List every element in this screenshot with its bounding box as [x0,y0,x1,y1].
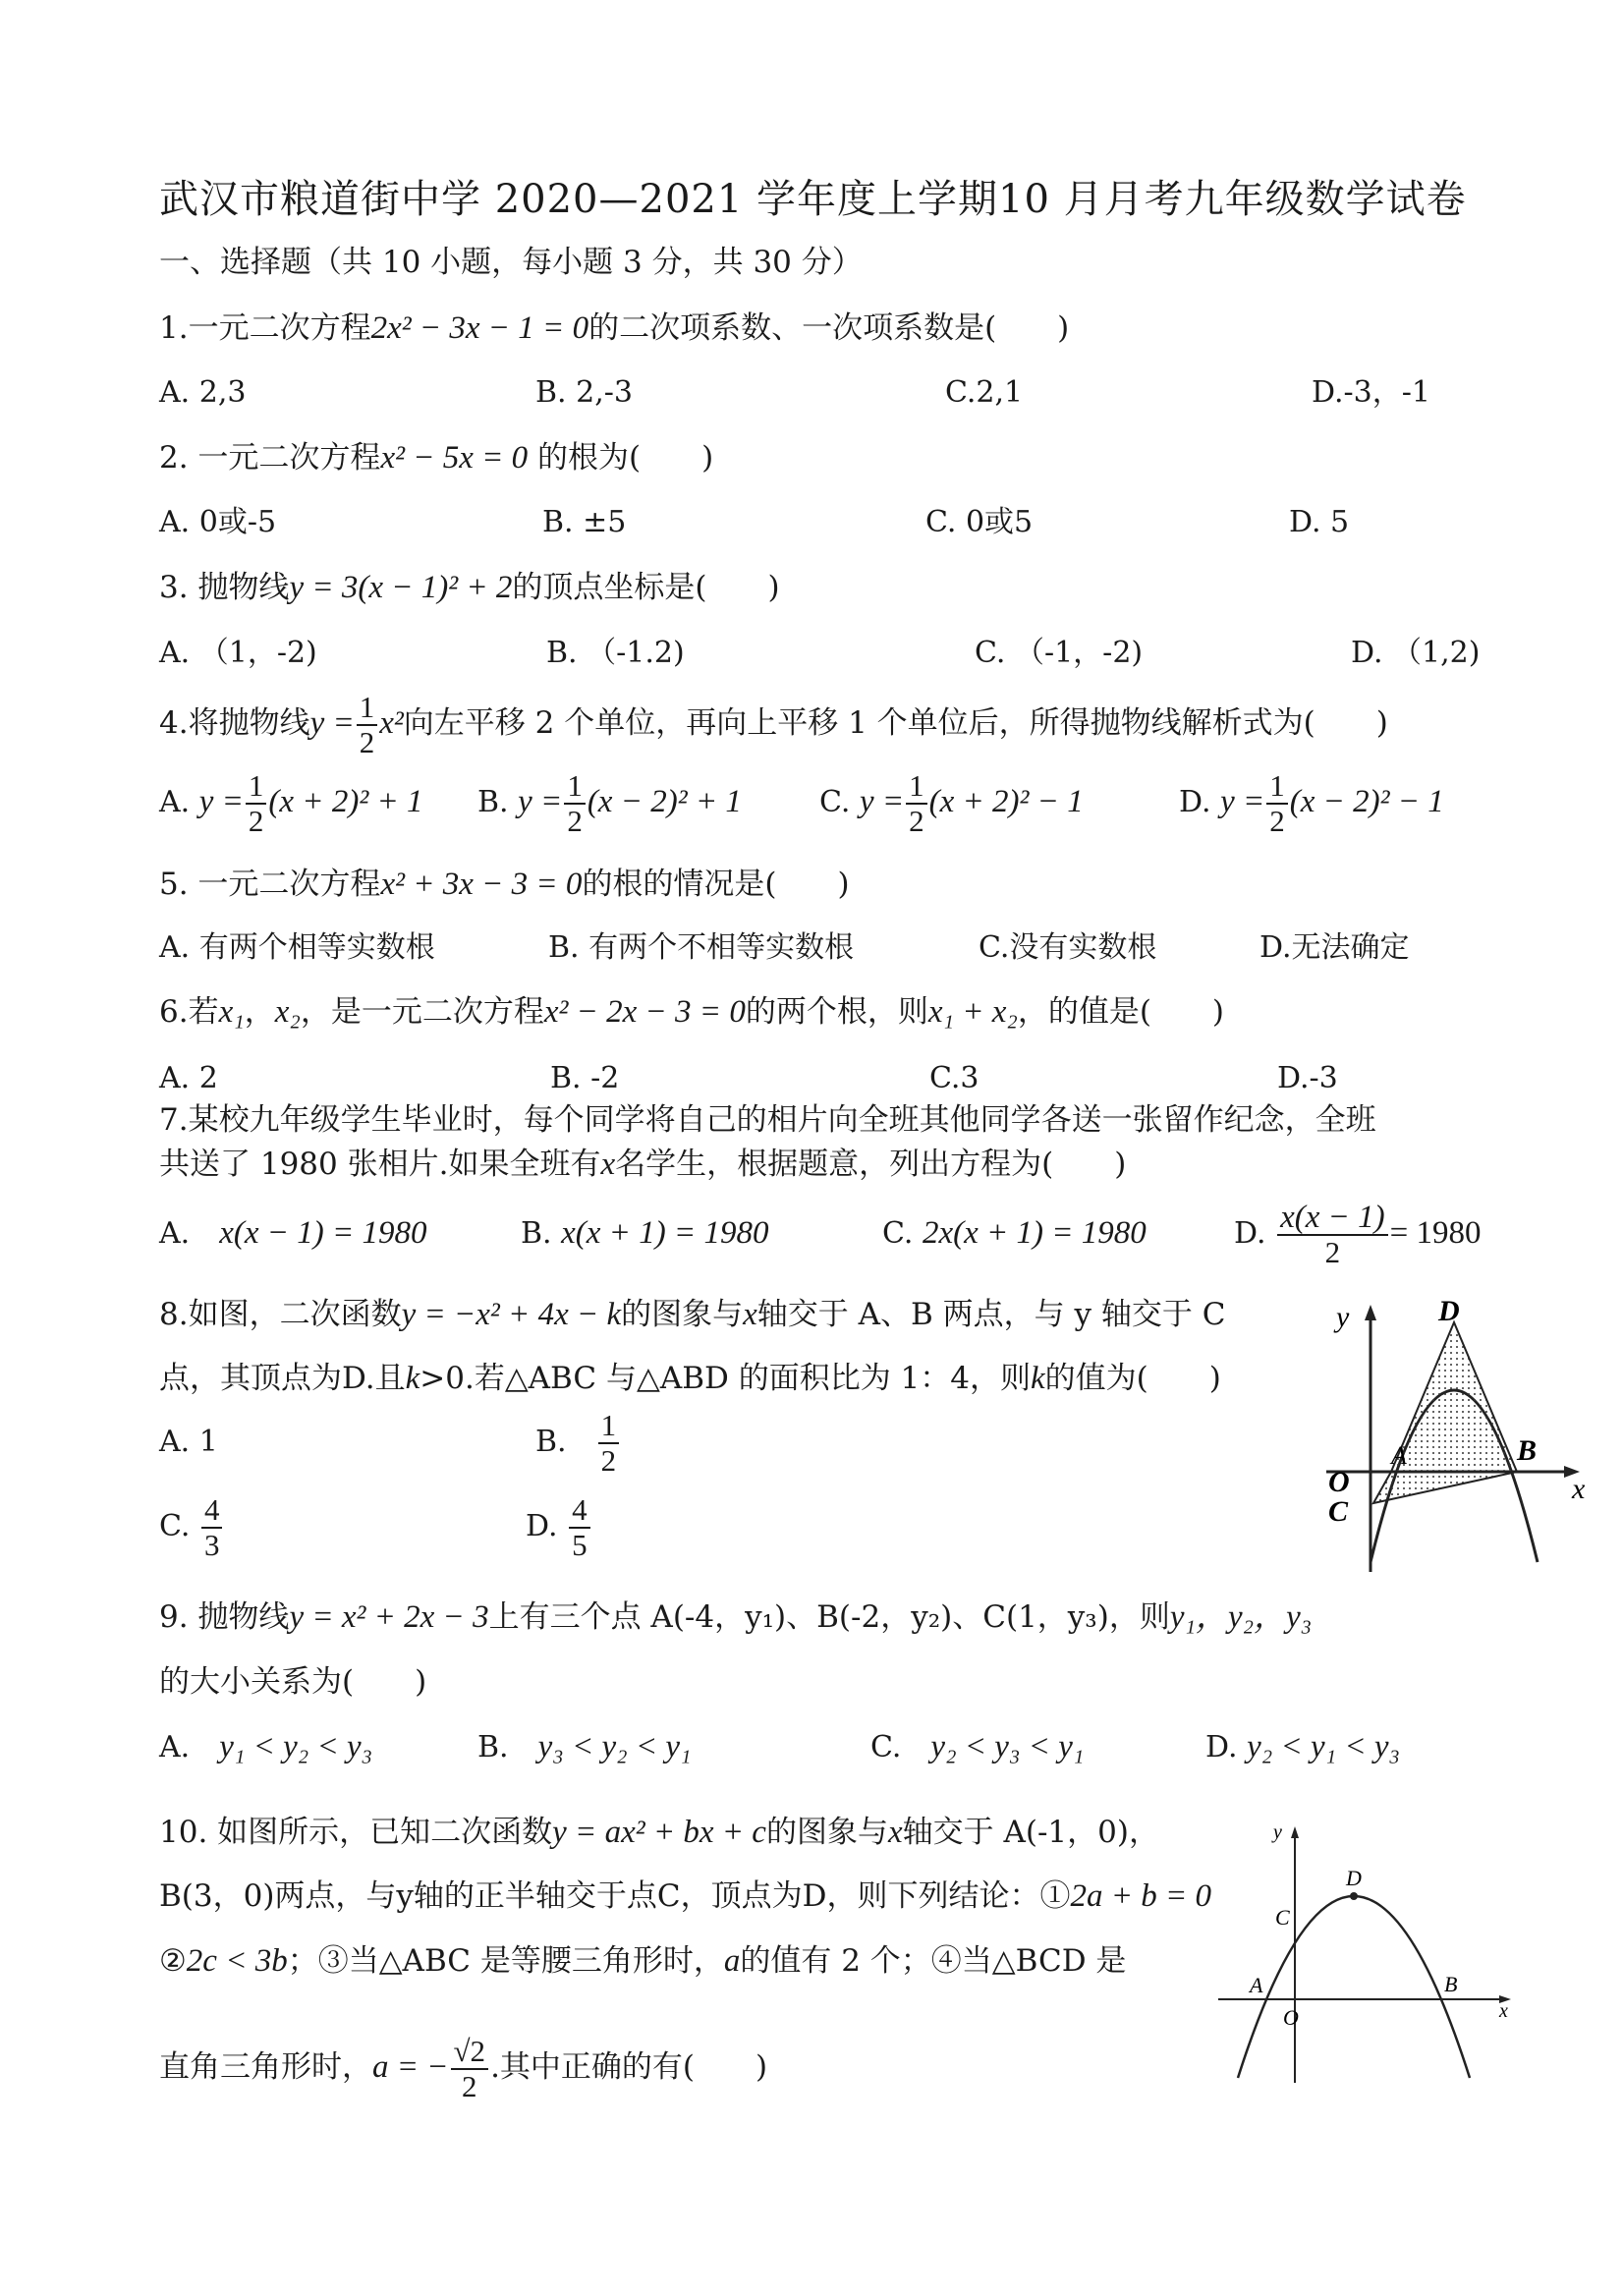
q4-option-a: A. y = $\frac{1}{2}$ (x + 2)² + 1 [159,768,423,838]
q4-text-a: 4.将抛物线 [159,705,310,741]
label-d: D [1438,1297,1460,1327]
q6-option-c: C.3 [929,1061,979,1095]
q3-text-b: 的顶点坐标是( ) [512,570,780,605]
q8-option-c: C. $\frac{4}{3}$ [159,1485,224,1568]
label-y: y [1336,1301,1350,1333]
q5-option-a: A. 有两个相等实数根 [159,930,435,965]
q8-option-d: D. $\frac{4}{5}$ [526,1485,592,1568]
question-7-line1: 7.某校九年级学生毕业时，每个同学将自己的相片向全班其他同学各送一张留作纪念，全班 [159,1102,1376,1138]
label-o: O [1328,1466,1350,1498]
vertex-d-point [1350,1892,1358,1900]
q2-option-b: B. ±5 [542,505,627,539]
q2-option-d: D. 5 [1289,505,1350,539]
question-2 [159,438,713,477]
q4-lhs: y = [309,705,355,741]
question-10-line4: 直角三角形时，a = − $\frac{√2}{2}$ .其中正确的有( ) [159,2033,768,2103]
section-heading: 一、选择题（共 10 小题，每小题 3 分，共 30 分） [159,245,863,280]
page-title: 武汉市粮道街中学 2020—2021 学年度上学期10 月月考九年级数学试卷 [159,177,1467,222]
label-x: x [1499,2000,1508,2022]
parabola-curve [1238,1896,1470,2078]
q1-text-b: 的二次项系数、一次项系数是( ) [588,310,1070,346]
q6-option-a: A. 2 [159,1061,218,1095]
q4-option-b: B. y = $\frac{1}{2}$ (x − 2)² + 1 [477,768,742,838]
q5-option-c: C.没有实数根 [979,930,1157,965]
label-a: A [1391,1441,1407,1470]
question-8-line1: 8.如图，二次函数y = −x² + 4x − k的图象与x轴交于 A、B 两点，与 y 轴交于 C [159,1297,1226,1332]
y-axis-arrow [1365,1305,1376,1320]
label-y: y [1273,1822,1282,1843]
question-3 [159,568,780,607]
question-10-line1: 10. 如图所示，已知二次函数y = ax² + bx + c的图象与x轴交于 A(-1，0)， [159,1815,1159,1850]
q1-option-b: B. 2,-3 [535,375,633,410]
q1-equation: 2x² − 3x − 1 = 0 [370,310,589,346]
question-7-line2: 共送了 1980 张相片.如果全班有x名学生，根据题意，列出方程为( ) [159,1147,1127,1182]
label-b: B [1444,1972,1458,1996]
q2-equation: x² − 5x = 0 [380,440,529,476]
question-1 [159,308,1069,348]
q8-option-b: B. $\frac{1}{2}$ [535,1401,621,1484]
question-10-line3: ②2c < 3b；③当△ABC 是等腰三角形时，a的值有 2 个；④当△BCD 是 [159,1943,1127,1979]
q6-equation: x² − 2x − 3 = 0 [543,994,746,1030]
q4-fraction: $\frac{1}{2}$ [357,691,378,759]
q8-parabola-figure [1307,1297,1601,1582]
q8-option-a: A. 1 [159,1425,218,1459]
q4-option-d: D. y = $\frac{1}{2}$ (x − 2)² − 1 [1179,768,1444,838]
q3-text-a: 3. 抛物线 [159,570,290,605]
q10-equation: y = ax² + bx + c [552,1815,766,1850]
q3-option-c: C. （-1，-2) [975,636,1144,670]
q9-option-d: D. y₂ < y₁ < y₃ [1205,1729,1400,1764]
q8-equation: y = −x² + 4x − k [401,1297,622,1332]
q7-option-d: D. $\frac{x(x - 1)}{2}$ = 1980 [1234,1200,1482,1269]
label-c: C [1328,1495,1349,1528]
q1-option-c: C.2,1 [945,375,1024,410]
question-8-line2: 点，其顶点为D.且k>0.若△ABC 与△ABD 的面积比为 1：4，则k的值为( ) [159,1361,1221,1396]
q5-option-d: D.无法确定 [1259,930,1410,965]
q2-option-a: A. 0或-5 [159,505,277,539]
y-axis-arrow [1291,1826,1299,1838]
q2-text-b: 的根为( ) [528,440,714,476]
q3-option-b: B. （-1.2) [546,636,685,670]
question-6: 6.若x₁，x₂，是一元二次方程x² − 2x − 3 = 0的两个根，则x₁ + x₂，的值是( ) [159,994,1225,1030]
q3-equation: y = 3(x − 1)² + 2 [289,570,513,605]
q1-option-d: D.-3，-1 [1312,375,1430,410]
label-c: C [1275,1905,1290,1930]
q1-option-a: A. 2,3 [159,375,247,410]
question-5 [159,865,850,904]
q3-option-a: A. （1，-2) [159,636,317,670]
q2-option-c: C. 0或5 [925,505,1034,539]
question-9-line1: 9. 抛物线y = x² + 2x − 3上有三个点 A(-4，y₁)、B(-2，y₂)、C(1，y₃)，则y₁，y₂，y₃ [159,1599,1313,1635]
q10-parabola-figure [1216,1822,1521,2088]
q5-equation: x² + 3x − 3 = 0 [380,867,583,902]
q4-text-b: 向左平移 2 个单位，再向上平移 1 个单位后，所得抛物线解析式为( ) [403,705,1388,741]
q9-option-b: B. y₃ < y₂ < y₁ [477,1729,692,1764]
label-b: B [1517,1434,1538,1467]
q9-option-c: C. y₂ < y₃ < y₁ [870,1729,1085,1764]
triangle-abd [1391,1322,1517,1472]
q1-text-a: 1.一元二次方程 [159,310,371,346]
q6-option-d: D.-3 [1277,1061,1338,1095]
label-d: D [1346,1866,1362,1890]
question-10-line2: B(3，0)两点，与y轴的正半轴交于点C，顶点为D，则下列结论：①2a + b = 0 [159,1878,1212,1914]
label-x: x [1572,1473,1586,1505]
q5-option-b: B. 有两个不相等实数根 [548,930,855,965]
q7-option-b: B. x(x + 1) = 1980 [521,1215,769,1251]
q7-option-a: A. x(x − 1) = 1980 [159,1215,427,1251]
question-4 [159,688,1388,759]
q5-text-a: 5. 一元二次方程 [159,867,381,902]
label-o: O [1283,2005,1299,2030]
q4-rhs: x² [379,705,404,741]
q7-option-c: C. 2x(x + 1) = 1980 [882,1215,1147,1251]
q4-option-c: C. y = $\frac{1}{2}$ (x + 2)² − 1 [819,768,1084,838]
label-a: A [1250,1973,1263,1997]
q9-equation: y = x² + 2x − 3 [289,1599,489,1635]
triangle-abc [1373,1472,1517,1503]
q2-text-a: 2. 一元二次方程 [159,440,381,476]
question-9-line2: 的大小关系为( ) [159,1664,427,1700]
q9-option-a: A. y₁ < y₂ < y₃ [159,1729,373,1764]
q6-option-b: B. -2 [550,1061,620,1095]
q5-text-b: 的根的情况是( ) [582,867,850,902]
q3-option-d: D. （1,2) [1351,636,1481,670]
